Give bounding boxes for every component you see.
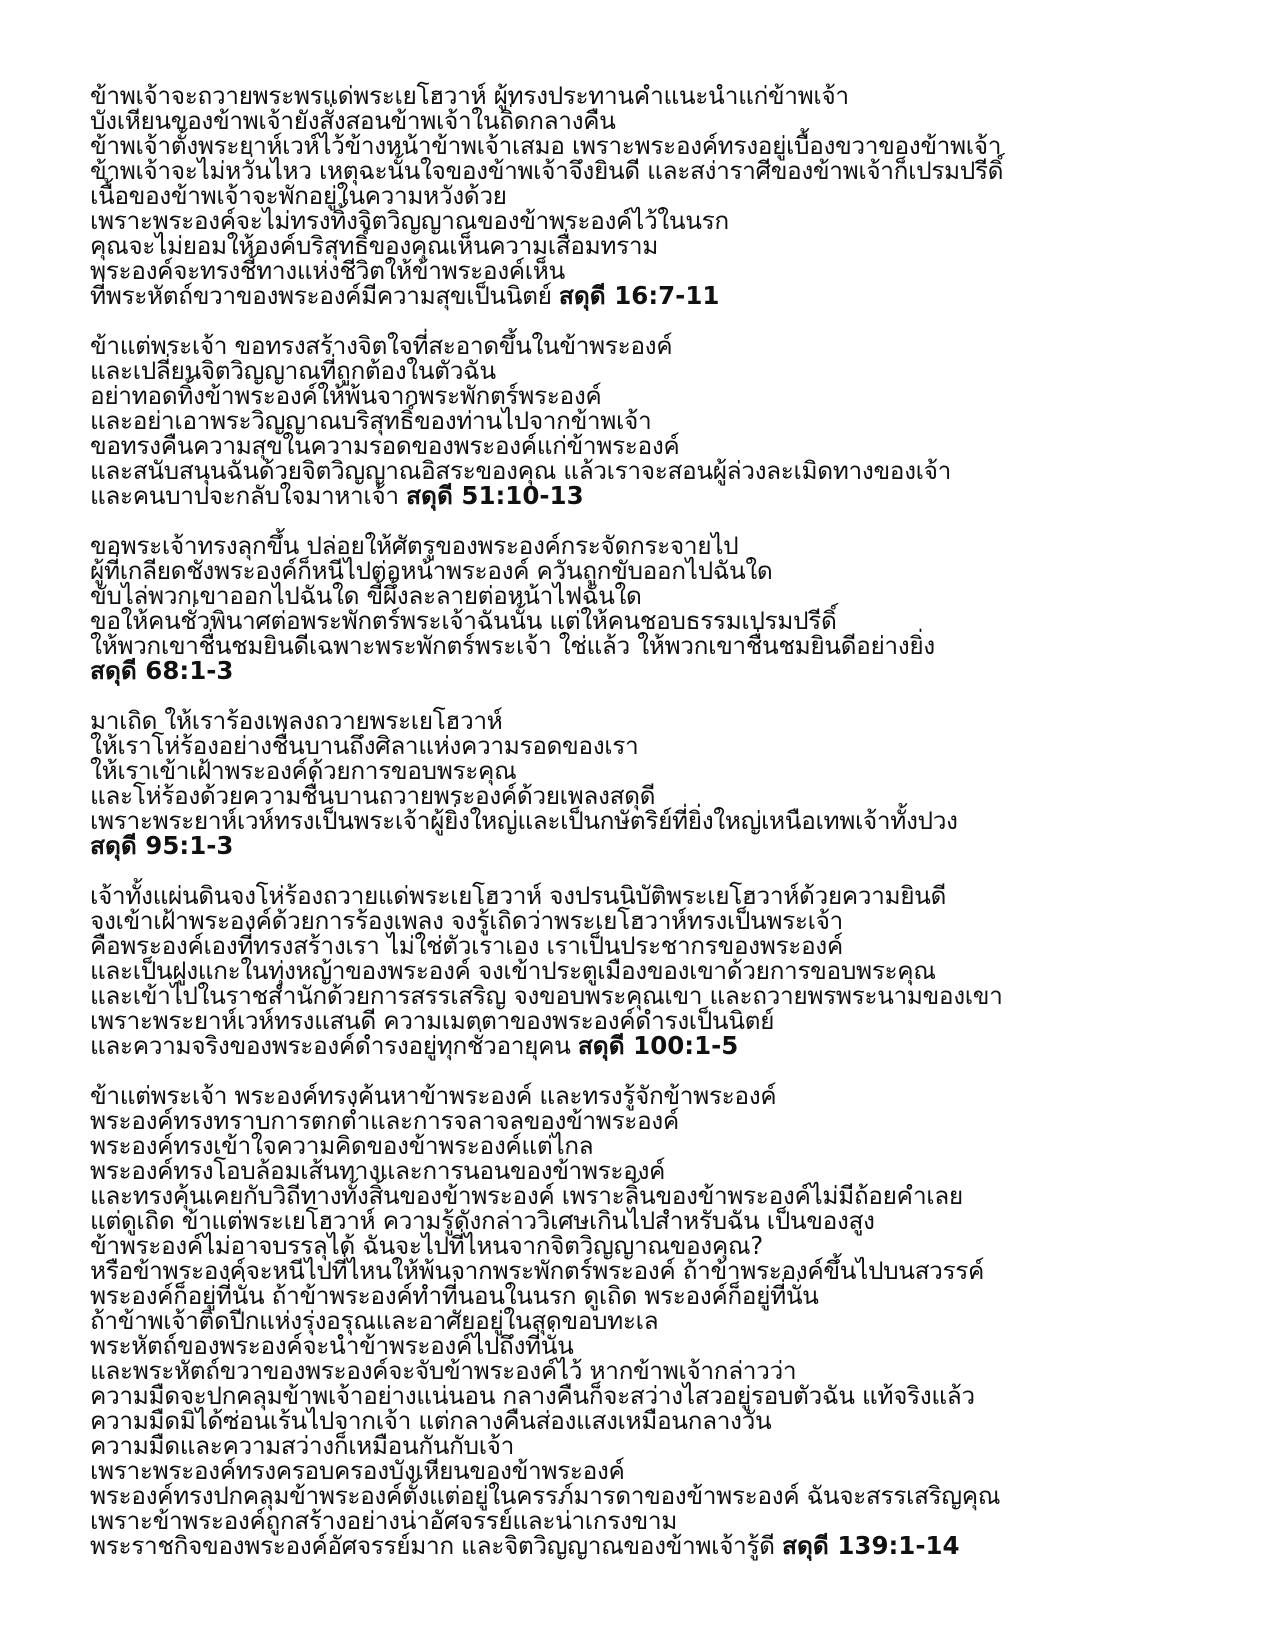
passage-line: พระองค์จะทรงชี้ทางแห่งชีวิตให้ข้าพระองค์เห็น bbox=[90, 256, 565, 285]
passage-line: และทรงคุ้นเคยกับวิถีทางทั้งสิ้นของข้าพระองค์ เพราะลิ้นของข้าพระองค์ไม่มีถ้อยคำเลย bbox=[90, 1181, 963, 1210]
passage-line: และเป็นฝูงแกะในทุ่งหญ้าของพระองค์ จงเข้าประตูเมืองของเขาด้วยการขอบพระคุณ bbox=[90, 956, 936, 985]
passage-line: ผู้ที่เกลียดชังพระองค์ก็หนีไปต่อหน้าพระองค์ ควันถูกขับออกไปฉันใด bbox=[90, 556, 773, 585]
document-page bbox=[90, 83, 1240, 1583]
passage-line: ความมืดมิได้ซ่อนเร้นไปจากเจ้า แต่กลางคืนส่องแสงเหมือนกลางวัน bbox=[90, 1406, 772, 1435]
passage-line: มาเถิด ให้เราร้องเพลงถวายพระเยโฮวาห์ bbox=[90, 706, 503, 735]
scripture-reference: สดุดี 95:1-3 bbox=[90, 831, 234, 860]
passage-line-text: และคนบาปจะกลับใจมาหาเจ้า bbox=[90, 481, 399, 510]
passage-line: ให้เราโห่ร้องอย่างชื่นบานถึงศิลาแห่งความรอดของเรา bbox=[90, 731, 639, 760]
passage-line: ขอพระเจ้าทรงลุกขึ้น ปล่อยให้ศัตรูของพระองค์กระจัดกระจายไป bbox=[90, 531, 739, 560]
passage-line: และอย่าเอาพระวิญญาณบริสุทธิ์ของท่านไปจากข้าพเจ้า bbox=[90, 406, 652, 435]
passage-line: ข้าแต่พระเจ้า ขอทรงสร้างจิตใจที่สะอาดขึ้นในข้าพระองค์ bbox=[90, 331, 673, 360]
passage-last-line bbox=[90, 1033, 1240, 1058]
passage-line: บังเหียนของข้าพเจ้ายังสั่งสอนข้าพเจ้าในถิ่ดกลางคืน bbox=[90, 106, 616, 135]
passage-line: และสนับสนุนฉันด้วยจิตวิญญาณอิสระของคุณ แล้วเราจะสอนผู้ล่วงละเมิดทางของเจ้า bbox=[90, 456, 951, 485]
passage-line: และโห่ร้องด้วยความชื่นบานถวายพระองค์ด้วยเพลงสดุดี bbox=[90, 781, 656, 810]
passage-line: พระองค์ทรงปกคลุมข้าพระองค์ตั้งแต่อยู่ในครรภ์มารดาของข้าพระองค์ ฉันจะสรรเสริญคุณ bbox=[90, 1481, 1001, 1510]
scripture-reference: สดุดี 100:1-5 bbox=[577, 1031, 739, 1060]
passage-line: พระองค์ก็อยู่ที่นั่น ถ้าข้าพระองค์ทำที่นอนในนรก ดูเถิด พระองค์ก็อยู่ที่นั่น bbox=[90, 1281, 819, 1310]
passage-last-line bbox=[90, 483, 1240, 508]
passage-line: และพระหัตถ์ขวาของพระองค์จะจับข้าพระองค์ไว้ หากข้าพเจ้ากล่าวว่า bbox=[90, 1356, 797, 1385]
passage-line: ให้เราเข้าเฝ้าพระองค์ด้วยการขอบพระคุณ bbox=[90, 756, 517, 785]
scripture-reference: สดุดี 51:10-13 bbox=[406, 481, 584, 510]
scripture-reference: สดุดี 16:7-11 bbox=[558, 281, 720, 310]
passage-line: ข้าแต่พระเจ้า พระองค์ทรงค้นหาข้าพระองค์ และทรงรู้จักข้าพระองค์ bbox=[90, 1081, 777, 1110]
passage-line: เพราะพระยาห์เวห์ทรงเป็นพระเจ้าผู้ยิ่งใหญ่และเป็นกษัตริย์ที่ยิ่งใหญ่เหนือเทพเจ้าทั้งปวง bbox=[90, 806, 958, 835]
passage-psalm-68 bbox=[90, 533, 1240, 683]
passage-line: ความมืดจะปกคลุมข้าพเจ้าอย่างแน่นอน กลางคืนก็จะสว่างไสวอยู่รอบตัวฉัน แท้จริงแล้ว bbox=[90, 1381, 975, 1410]
passage-line: และเปลี่ยนจิตวิญญาณที่ถูกต้องในตัวฉัน bbox=[90, 356, 496, 385]
passage-line: เพราะพระองค์จะไม่ทรงทิ้งจิตวิญญาณของข้าพระองค์ไว้ในนรก bbox=[90, 206, 729, 235]
passage-psalm-139 bbox=[90, 1083, 1240, 1558]
passage-line: คุณจะไม่ยอมให้องค์บริสุทธิ์ของคุณเห็นความเสื่อมทราม bbox=[90, 231, 658, 260]
passage-line: อย่าทอดทิ้งข้าพระองค์ให้พ้นจากพระพักตร์พระองค์ bbox=[90, 381, 602, 410]
passage-line: ข้าพเจ้าจะไม่หวั่นไหว เหตุฉะนั้นใจของข้าพเจ้าจึงยินดี และสง่าราศีของข้าพเจ้าก็เปรมปรีดิ์ bbox=[90, 156, 1004, 185]
passage-line-text: ที่พระหัตถ์ขวาของพระองค์มีความสุขเป็นนิตย์ bbox=[90, 281, 552, 310]
passage-line: หรือข้าพระองค์จะหนีไปที่ไหนให้พ้นจากพระพักตร์พระองค์ ถ้าข้าพระองค์ขึ้นไปบนสวรรค์ bbox=[90, 1256, 985, 1285]
passage-line-text: พระราชกิจของพระองค์อัศจรรย์มาก และจิตวิญญาณของข้าพเจ้ารู้ดี bbox=[90, 1531, 775, 1560]
passage-line-text: และความจริงของพระองค์ดำรงอยู่ทุกชั่วอายุคน bbox=[90, 1031, 571, 1060]
passage-line: แต่ดูเถิด ข้าแต่พระเยโฮวาห์ ความรู้ดังกล่าววิเศษเกินไปสำหรับฉัน เป็นของสูง bbox=[90, 1206, 875, 1235]
passage-line: เจ้าทั้งแผ่นดินจงโห่ร้องถวายแด่พระเยโฮวาห์ จงปรนนิบัติพระเยโฮวาห์ด้วยความยินดี bbox=[90, 881, 947, 910]
scripture-reference: สดุดี 139:1-14 bbox=[782, 1531, 960, 1560]
passage-last-line bbox=[90, 1533, 1240, 1558]
passage-psalm-100 bbox=[90, 883, 1240, 1058]
passage-line: และเข้าไปในราชสำนักด้วยการสรรเสริญ จงขอบพระคุณเขา และถวายพรพระนามของเขา bbox=[90, 981, 1003, 1010]
passage-line: คือพระองค์เองที่ทรงสร้างเรา ไม่ใช่ตัวเราเอง เราเป็นประชากรของพระองค์ bbox=[90, 931, 843, 960]
passage-line: เนื้อของข้าพเจ้าจะพักอยู่ในความหวังด้วย bbox=[90, 181, 507, 210]
passage-line: ขอทรงคืนความสุขในความรอดของพระองค์แก่ข้าพระองค์ bbox=[90, 431, 680, 460]
passage-line: พระองค์ทรงเข้าใจความคิดของข้าพระองค์แต่ไกล bbox=[90, 1131, 594, 1160]
passage-last-line bbox=[90, 283, 1240, 308]
passage-line: จงเข้าเฝ้าพระองค์ด้วยการร้องเพลง จงรู้เถิดว่าพระเยโฮวาห์ทรงเป็นพระเจ้า bbox=[90, 906, 843, 935]
passage-line: ความมืดและความสว่างก็เหมือนกันกับเจ้า bbox=[90, 1431, 514, 1460]
passage-line: เพราะข้าพระองค์ถูกสร้างอย่างน่าอัศจรรย์และน่าเกรงขาม bbox=[90, 1506, 677, 1535]
passage-line: พระองค์ทรงทราบการตกต่ำและการจลาจลของข้าพระองค์ bbox=[90, 1106, 679, 1135]
passage-line: เพราะพระยาห์เวห์ทรงแสนดี ความเมตตาของพระองค์ดำรงเป็นนิตย์ bbox=[90, 1006, 775, 1035]
passage-line: ข้าพเจ้าตั้งพระยาห์เวห์ไว้ข้างหน้าข้าพเจ้าเสมอ เพราะพระองค์ทรงอยู่เบื้องขวาของข้าพเจ้า bbox=[90, 131, 1002, 160]
passage-psalm-16 bbox=[90, 83, 1240, 308]
passage-psalm-51 bbox=[90, 333, 1240, 508]
passage-line: เพราะพระองค์ทรงครอบครองบังเหียนของข้าพระองค์ bbox=[90, 1456, 625, 1485]
scripture-reference: สดุดี 68:1-3 bbox=[90, 656, 234, 685]
passage-line: ถ้าข้าพเจ้าติดปีกแห่งรุ่งอรุณและอาศัยอยู่ในสุดขอบทะเล bbox=[90, 1306, 659, 1335]
passage-line: ข้าพระองค์ไม่อาจบรรลุได้ ฉันจะไปที่ไหนจากจิตวิญญาณของคุณ? bbox=[90, 1231, 763, 1260]
passage-line: พระองค์ทรงโอบล้อมเส้นทางและการนอนของข้าพระองค์ bbox=[90, 1156, 666, 1185]
passage-line: พระหัตถ์ของพระองค์จะนำข้าพระองค์ไปถึงที่นั่น bbox=[90, 1331, 574, 1360]
passage-line: ขอให้คนชั่วพินาศต่อพระพักตร์พระเจ้าฉันนั้น แต่ให้คนชอบธรรมเปรมปรีดิ์ bbox=[90, 606, 837, 635]
passage-line: ข้าพเจ้าจะถวายพระพรแด่พระเยโฮวาห์ ผู้ทรงประทานคำแนะนำแก่ข้าพเจ้า bbox=[90, 81, 849, 110]
passage-psalm-95 bbox=[90, 708, 1240, 858]
passage-line: ให้พวกเขาชื่นชมยินดีเฉพาะพระพักตร์พระเจ้า ใช่แล้ว ให้พวกเขาชื่นชมยินดีอย่างยิ่ง bbox=[90, 631, 935, 660]
passage-line: ขับไล่พวกเขาออกไปฉันใด ขี้ผึ้งละลายต่อหน้าไฟฉันใด bbox=[90, 581, 642, 610]
